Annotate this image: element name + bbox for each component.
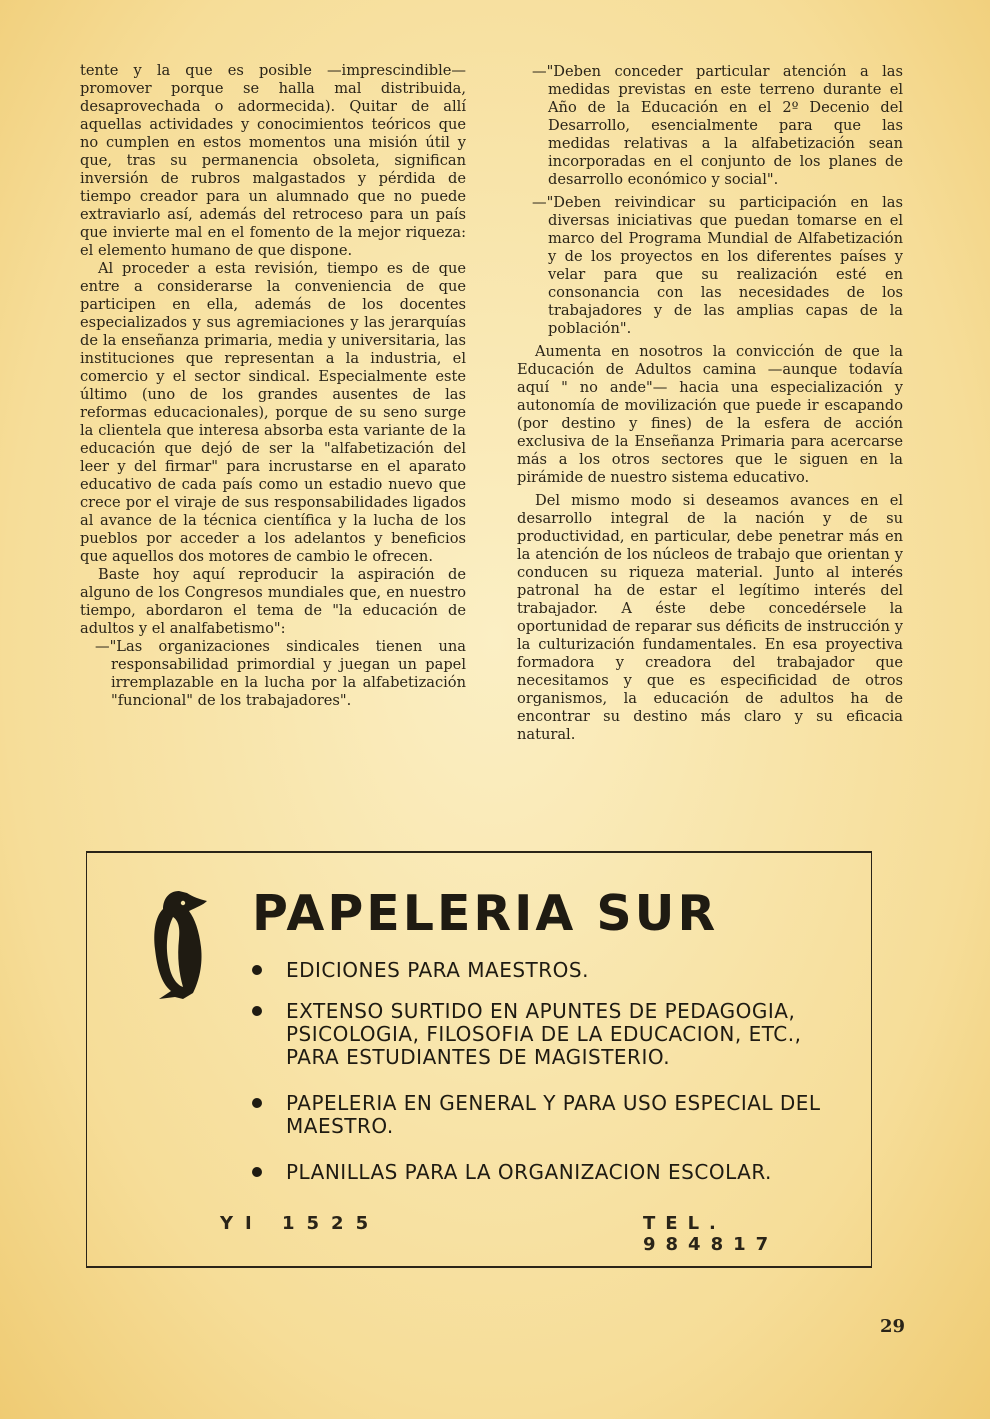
quote-paragraph: —"Deben conceder particular atención a las medidas previstas en este terreno durante el Año de la Educación en el 2º Decenio del Desarrollo, esencialmente para que las medidas relativas a la alfabetización sean incorporadas en el conjunto de los planes de desarrollo económico y social". bbox=[532, 63, 903, 188]
paragraph: Baste hoy aquí reproducir la aspiración de alguno de los Congresos mundiales que, en nuestro tiempo, abordaron el tema de "la educación de adultos y el analfabetismo": bbox=[80, 566, 466, 637]
list-item-label: PAPELERIA EN GENERAL Y PARA USO ESPECIAL DEL MAESTRO. bbox=[286, 1091, 821, 1138]
bullet-icon bbox=[252, 1098, 262, 1108]
list-item bbox=[252, 1161, 852, 1184]
ad-phone: TEL. 984817 bbox=[643, 1213, 779, 1255]
page-number: 29 bbox=[880, 1316, 906, 1337]
list-item-label: EDICIONES PARA MAESTROS. bbox=[286, 958, 589, 982]
list-item-label: PLANILLAS PARA LA ORGANIZACION ESCOLAR. bbox=[286, 1160, 772, 1184]
bullet-icon bbox=[252, 965, 262, 975]
ad-address: YI 1525 bbox=[220, 1213, 381, 1234]
paragraph: Al proceder a esta revisión, tiempo es de que entre a considerarse la conveniencia de que participen en ella, además de los docentes especializados y sus agremiaciones y las jerarquías de la enseñanza primaria, media y universitaria, las instituciones que representan a la industria, el comercio y el sector sindical. Especialmente este último (uno de los grandes ausentes de las reformas educacionales), porque de su seno surge la clientela que interesa absorba esta variante de la educación que dejó de ser la "alfabetización del leer y del firmar" para incrustarse en el aparato educativo de cada país como un estadio nuevo que crece por el viraje de sus responsabilidades ligados al avance de la técnica científica y la lucha de los pueblos por acceder a los adelantos y beneficios que aquellos dos motores de cambio le ofrecen. bbox=[80, 260, 466, 565]
ad-title: PAPELERIA SUR bbox=[252, 885, 719, 942]
paragraph: Del mismo modo si deseamos avances en el desarrollo integral de la nación y de su productividad, en particular, debe penetrar más en la atención de los núcleos de trabajo que orientan y conducen su riqueza material. Junto al interés patronal ha de estar el legítimo interés del trabajador. A éste debe concedérsele la oportunidad de reparar sus déficits de instrucción y la culturización fundamentales. En esa proyectiva formadora y creadora del trabajador que necesitamos y que es especificidad de otros organismos, la educación de adultos ha de encontrar su destino más claro y su eficacia natural. bbox=[517, 492, 903, 743]
advertisement-box bbox=[86, 851, 872, 1268]
penguin-icon bbox=[149, 887, 209, 1005]
list-item bbox=[252, 959, 852, 982]
right-column bbox=[517, 63, 903, 744]
quote-paragraph: —"Las organizaciones sindicales tienen una responsabilidad primordial y juegan un papel irremplazable en la lucha por la alfabetización "funcional" de los trabajadores". bbox=[95, 638, 466, 709]
paragraph: Aumenta en nosotros la convicción de que la Educación de Adultos camina —aunque todavía aquí " no ande"— hacia una especialización y autonomía de movilización que puede ir escapando (por destino y fines) de la esfera de acción exclusiva de la Enseñanza Primaria para acercarse más a los otros sectores que le siguen en la pirámide de nuestro sistema educativo. bbox=[517, 343, 903, 486]
list-item bbox=[252, 1092, 852, 1138]
bullet-icon bbox=[252, 1167, 262, 1177]
list-item-label: EXTENSO SURTIDO EN APUNTES DE PEDAGOGIA, PSICOLOGIA, FILOSOFIA DE LA EDUCACION, ETC., PARA ESTUDIANTES DE MAGISTERIO. bbox=[286, 999, 802, 1069]
bullet-icon bbox=[252, 1006, 262, 1016]
left-column bbox=[80, 62, 466, 715]
quote-paragraph: —"Deben reivindicar su participación en las diversas iniciativas que puedan tomarse en el marco del Programa Mundial de Alfabetización y de los proyectos en los diferentes países y velar para que su realización esté en consonancia con las necesidades de los trabajadores y de las amplias capas de la población". bbox=[532, 194, 903, 337]
ad-item-list bbox=[252, 949, 852, 1184]
list-item bbox=[252, 1000, 852, 1069]
paragraph: tente y la que es posible —imprescindible— promover porque se halla mal distribuida, desaprovechada o adormecida). Quitar de allí aquellas actividades y conocimientos teóricos que no cumplen en estos momentos una misión útil y que, tras su permanencia obsoleta, significan inversión de rubros malgastados y pérdida de tiempo creador para un alumnado que no puede extraviarlo así, además del retroceso para un país que invierte mal en el fomento de la mejor riqueza: el elemento humano de que dispone. bbox=[80, 62, 466, 259]
